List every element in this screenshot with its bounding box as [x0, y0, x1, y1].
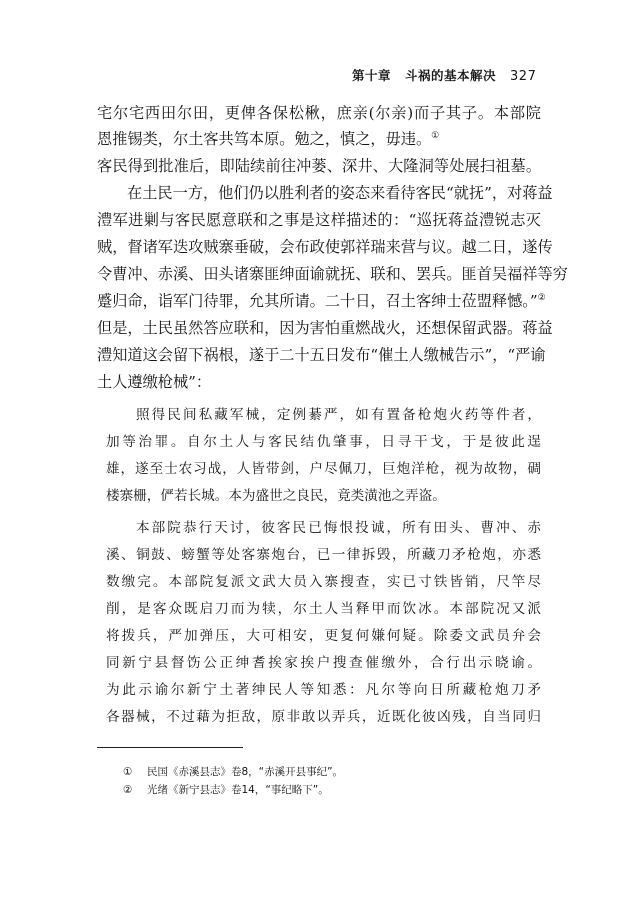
footnote-mark: ①: [123, 766, 133, 778]
chapter-label: 第十章: [352, 68, 392, 83]
body-line: 令曹冲、赤溪、田头诸寨匪绅面谕就抚、联和、罢兵。匪首吴福祥等穷: [97, 265, 568, 283]
body-line: 蹙归命，诣军门待罪，允其所请。二十日，召土客绅士莅盟释憾。”②: [97, 292, 546, 310]
body-line: 恩推锡类，尔土客共笃本原。勉之，慎之，毋违。①: [97, 130, 440, 148]
body-line: 宅尔宅西田尔田，更俾各保松楸，庶亲(尔亲)而子其子。本部院: [97, 104, 541, 122]
quote-line: 楼寨栅，俨若长城。本为盛世之良民，竟类潢池之弄盗。: [106, 488, 446, 504]
body-line: 但是，土民虽然答应联和，因为害怕重燃战火，还想保留武器。蒋益: [97, 319, 553, 337]
chapter-title: 斗祸的基本解决: [405, 68, 497, 83]
body-line: 贼，督诸军迭攻贼寨垂破，会布政使郭祥瑞来营与议。越二日，遂传: [97, 238, 553, 256]
footnote-ref: ①: [431, 130, 440, 141]
footnote-mark: ②: [123, 784, 133, 796]
quote-line: 本部院恭行天讨，彼客民已悔恨投诚，所有田头、曹冲、赤: [136, 520, 541, 536]
footnote: [123, 765, 343, 779]
quote-line: 溪、铜鼓、螃蟹等处客寨炮台，已一律拆毁，所藏刀矛枪炮，亦悉: [106, 547, 541, 563]
body-line: 土人遵缴枪械”：: [97, 373, 212, 391]
body-line: 客民得到批准后，即陆续前往冲蒌、深井、大隆洞等处展扫祖墓。: [97, 157, 541, 175]
footnote-text: 光绪《新宁县志》卷14，“事纪略下”。: [147, 784, 329, 796]
body-line: 在土民一方，他们仍以胜利者的姿态来看待客民“就抚”，对蒋益: [127, 184, 553, 202]
footnote-ref: ②: [537, 292, 546, 303]
quote-line: 各器械，不过藉为拒敌，原非敢以弄兵，近既化彼凶残，自当同归: [106, 709, 541, 725]
quote-line: 加等治罪。自尔土人与客民结仇肇事，日寻干戈，于是彼此逞: [106, 434, 541, 450]
quote-line: 为此示谕尔新宁土著绅民人等知悉：凡尔等向日所藏枪炮刀矛: [106, 682, 541, 698]
quote-line: 将拨兵，严加弹压，大可相安，更复何嫌何疑。除委文武员弁会: [106, 628, 541, 644]
quote-line: 照得民间私藏军械，定例綦严，如有置备枪炮火药等件者，: [136, 407, 541, 423]
page-number: 327: [510, 69, 537, 84]
footnote: [123, 783, 329, 797]
running-head: [352, 66, 536, 84]
quote-line: 削，是客众既启刀而为犊，尔土人当释甲而饮冰。本部院况又派: [106, 601, 541, 617]
quote-line: 同新宁县督饬公正绅耆挨家挨户搜查催缴外，合行出示晓谕。: [106, 655, 541, 671]
quote-line: 雄，遂至士农习战，人皆带剑，户尽佩刀，巨炮洋枪，视为故物，碉: [106, 461, 541, 477]
body-line: 澧知道这会留下祸根，遂于二十五日发布“催土人缴械告示”，“严谕: [97, 346, 546, 364]
footnote-divider: [97, 747, 243, 748]
body-line: 澧军进剿与客民愿意联和之事是这样描述的：“巡抚蒋益澧锐志灭: [97, 211, 541, 229]
footnote-text: 民国《赤溪县志》卷8，“赤溪开县事纪”。: [147, 766, 344, 778]
quote-line: 数缴完。本部院复派文武大员入寨搜查，实已寸铁皆销，尺竿尽: [106, 574, 541, 590]
